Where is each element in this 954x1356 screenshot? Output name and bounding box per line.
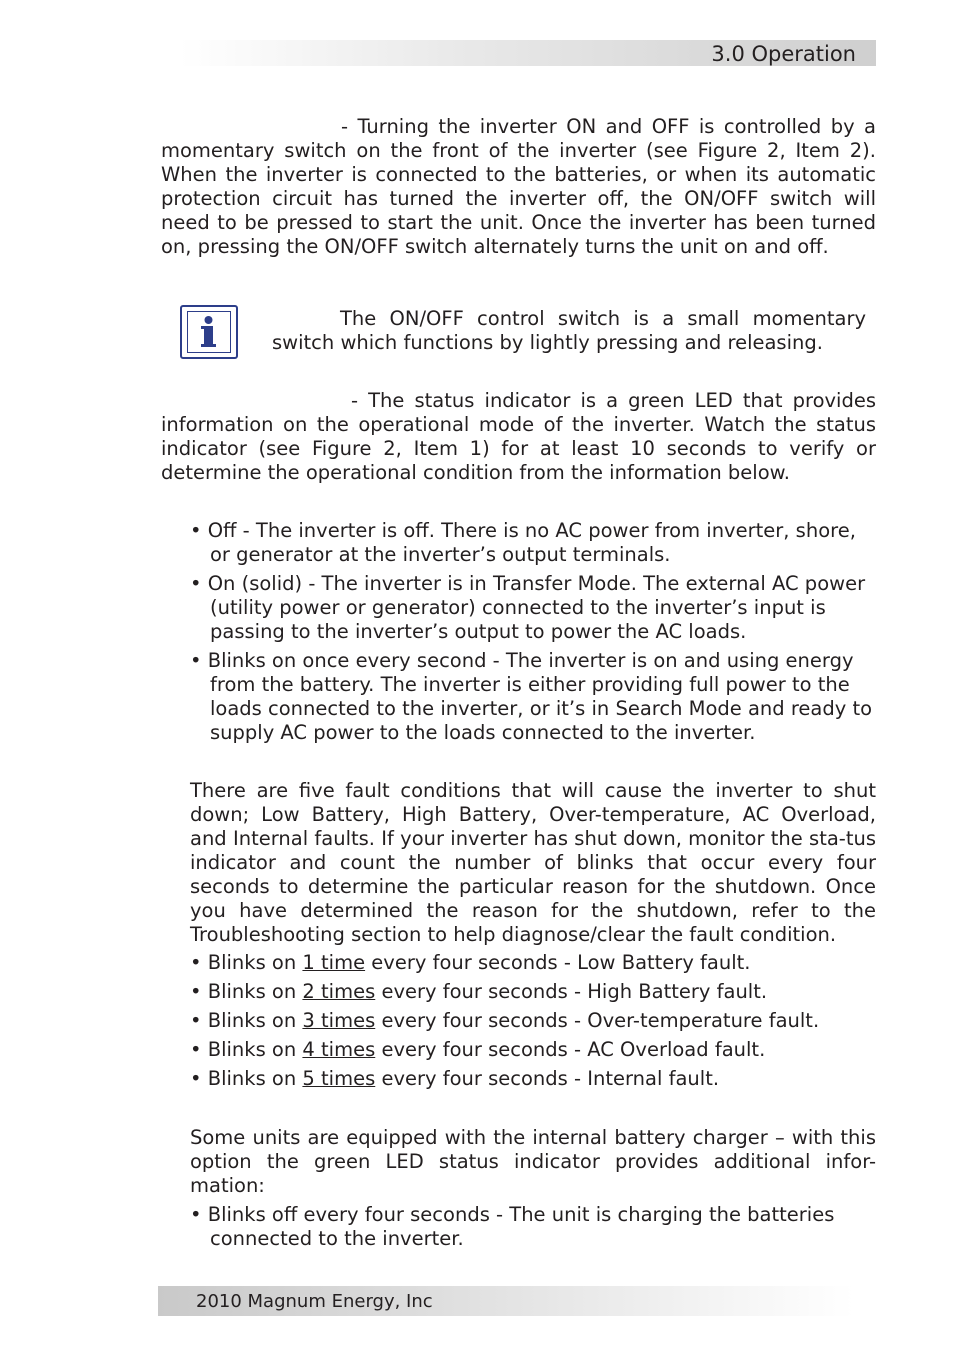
footer-copyright: 2010 Magnum Energy, Inc [196,1291,433,1312]
list-item [190,951,880,975]
charger-list [190,1203,880,1256]
charger-paragraph: Some units are equipped with the internal battery charger – with this option the green LED status indicator provides additional infor-mation: [190,1126,876,1197]
fault-suffix: every four seconds - Over-temperature fault. [375,1009,820,1032]
section-title: 3.0 Operation [711,42,856,66]
fault-prefix: • Blinks on [190,1038,303,1061]
list-item [190,1067,880,1091]
list-item: • Blinks off every four seconds - The unit is charging the batteries connected to the inverter. [190,1203,835,1250]
blink-count: 3 times [302,1009,376,1032]
fault-list [190,951,880,1096]
fault-paragraph: There are five fault conditions that will cause the inverter to shut down; Low Battery, High Battery, Over-temperature, AC Overload, and Internal faults. If your inverter has shut down, monitor the sta-tus indicator and count the number of blinks that occur every four seconds to determine the particular reason for the shutdown. Once you have determined the reason for the shutdown, refer to the Troubleshooting section to help diagnose/clear the fault condition. [190,779,876,946]
fault-prefix: • Blinks on [190,1067,303,1090]
list-item: • On (solid) - The inverter is in Transfer Mode. The external AC power (utility power or generator) connected to the inverter’s input is passing to the inverter’s output to power the AC loads. [190,572,866,643]
on-off-paragraph: - Turning the inverter ON and OFF is controlled by a momentary switch on the front of the inverter (see Figure 2, Item 2). When the inverter is connected to the batteries, or when its automatic protection circuit has turned the inverter off, the ON/OFF switch will need to be pressed to start the unit. Once the inverter has been turned on, pressing the ON/OFF switch alternately turns the unit on and off. [161,115,876,258]
list-item [190,980,880,1004]
blink-count: 5 times [302,1067,376,1090]
note-text: The ON/OFF control switch is a small momentary switch which functions by lightly pressing and releasing. [272,307,866,354]
fault-prefix: • Blinks on [190,951,303,974]
status-paragraph: - The status indicator is a green LED that provides information on the operational mode of the inverter. Watch the status indicator (see Figure 2, Item 1) for at least 10 seconds to verify or determine the operational condition from the information below. [161,389,876,484]
page-footer [158,1286,854,1316]
blink-count: 4 times [302,1038,376,1061]
info-icon [180,305,238,359]
page-header [180,40,876,66]
list-item: • Blinks on once every second - The inverter is on and using energy from the battery. The inverter is either providing full power to the loads connected to the inverter, or it’s in Search Mode and ready to supply AC power to the loads connected to the inverter. [190,649,873,744]
list-item [190,1009,880,1033]
fault-prefix: • Blinks on [190,980,303,1003]
fault-suffix: every four seconds - Internal fault. [375,1067,720,1090]
list-item: • Off - The inverter is off. There is no AC power from inverter, shore, or generator at the inverter’s output terminals. [190,519,856,566]
fault-suffix: every four seconds - AC Overload fault. [375,1038,766,1061]
mode-list [190,519,880,750]
fault-suffix: every four seconds - Low Battery fault. [365,951,751,974]
fault-prefix: • Blinks on [190,1009,303,1032]
blink-count: 1 time [302,951,366,974]
blink-count: 2 times [302,980,376,1003]
fault-suffix: every four seconds - High Battery fault. [375,980,768,1003]
list-item [190,1038,880,1062]
